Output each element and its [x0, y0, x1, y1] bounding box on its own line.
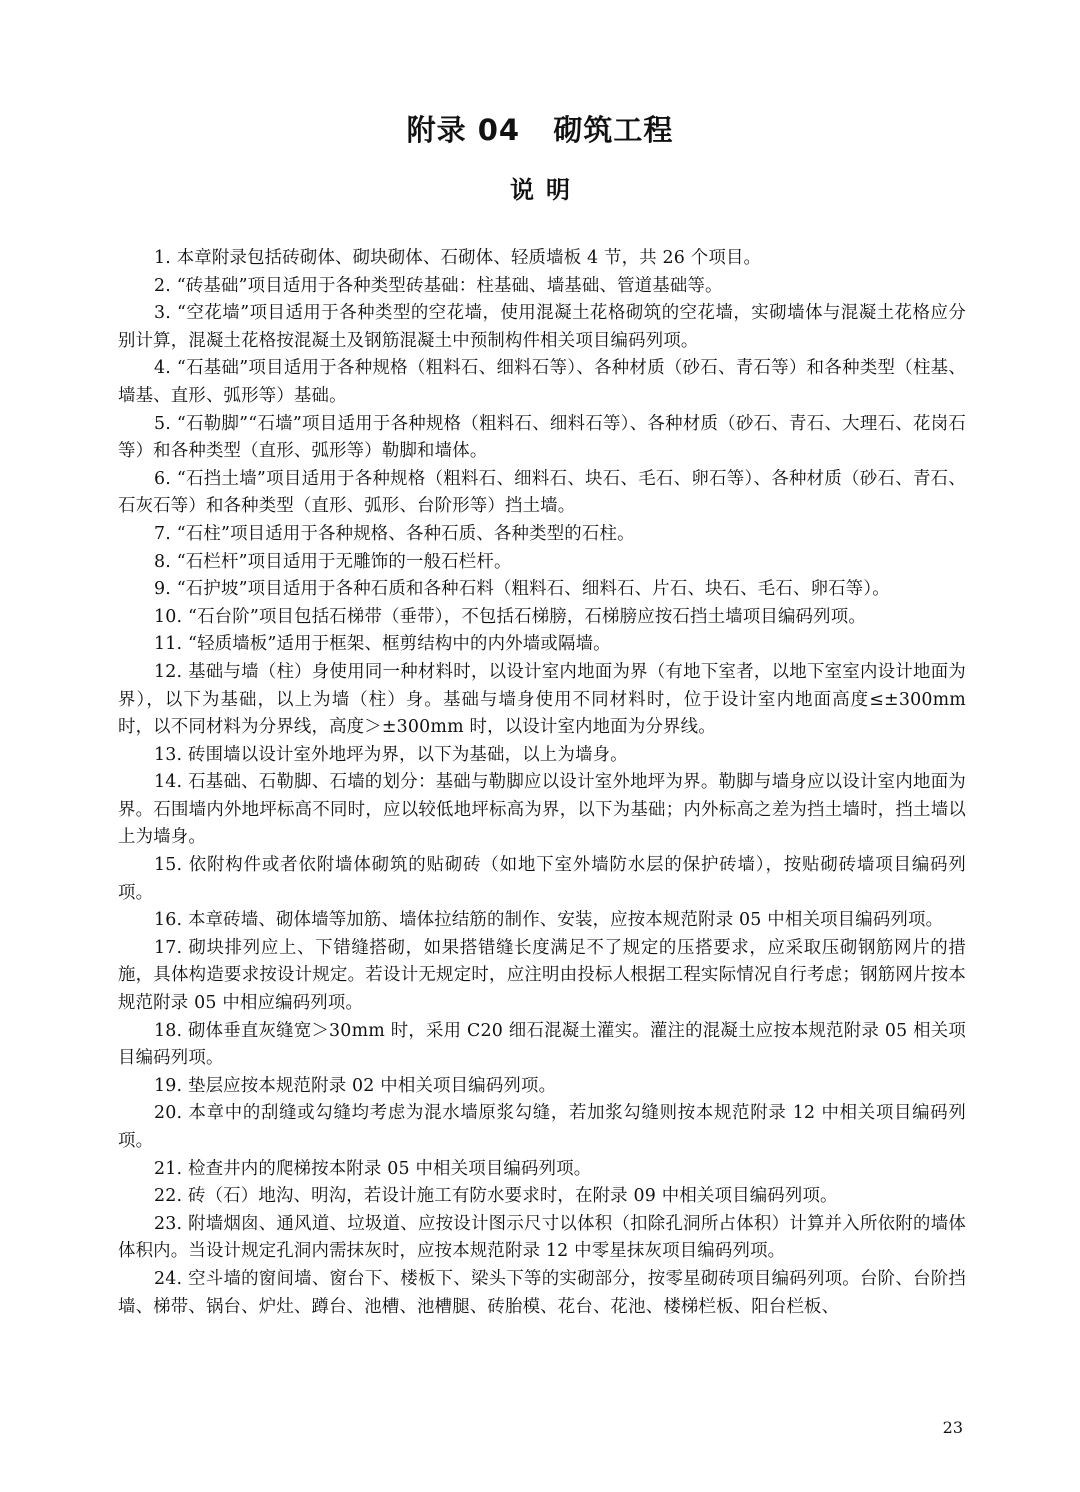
paragraph-3: 3. “空花墙”项目适用于各种类型的空花墙，使用混凝土花格砌筑的空花墙，实砌墙体与混凝土花格应分别计算，混凝土花格按混凝土及钢筋混凝土中预制构件相关项目编码列项。: [118, 303, 966, 351]
paragraph-15: 15. 依附构件或者依附墙体砌筑的贴砌砖（如地下室外墙防水层的保护砖墙），按贴砌砖墙项目编码列项。: [118, 855, 966, 903]
paragraph-24: 24. 空斗墙的窗间墙、窗台下、楼板下、梁头下等的实砌部分，按零星砌砖项目编码列项。台阶、台阶挡墙、梯带、锅台、炉灶、蹲台、池槽、池槽腿、砖胎模、花台、花池、楼梯栏板、阳台栏板、: [118, 1268, 966, 1317]
paragraph-14: 14. 石基础、石勒脚、石墙的划分：基础与勒脚应以设计室外地坪为界。勒脚与墙身应以设计室内地面为界。石围墙内外地坪标高不同时，应以较低地坪标高为界，以下为基础；内外标高之差为挡土墙时，挡土墙以上为墙身。: [118, 772, 966, 848]
paragraph-9: 9. “石护坡”项目适用于各种石质和各种石料（粗料石、细料石、片石、块石、毛石、卵石等）。: [154, 579, 890, 600]
paragraph-13: 13. 砖围墙以设计室外地坪为界，以下为基础，以上为墙身。: [154, 744, 628, 765]
paragraph-11: 11. “轻质墙板”适用于框架、框剪结构中的内外墙或隔墙。: [154, 634, 611, 655]
section-heading: 说明: [510, 176, 582, 204]
paragraph-4: 4. “石基础”项目适用于各种规格（粗料石、细料石等）、各种材质（砂石、青石等）和各种类型（柱基、墙基、直形、弧形等）基础。: [118, 358, 966, 406]
paragraph-22: 22. 砖（石）地沟、明沟，若设计施工有防水要求时，在附录 09 中相关项目编码列项。: [154, 1186, 838, 1207]
paragraph-1: 1. 本章附录包括砖砌体、砌块砌体、石砌体、轻质墙板 4 节，共 26 个项目。: [154, 248, 762, 268]
paragraph-19: 19. 垫层应按本规范附录 02 中相关项目编码列项。: [154, 1075, 557, 1096]
paragraph-12: 12. 基础与墙（柱）身使用同一种材料时，以设计室内地面为界（有地下室者，以地下室室内设计地面为界），以下为基础，以上为墙（柱）身。基础与墙身使用不同材料时，位于设计室内地面高度≤±300mm 时，以不同材料为分界线，高度＞±300mm 时，以设计室内地面为分界线。: [118, 661, 972, 738]
explanation-body: [118, 245, 972, 1321]
paragraph-5: 5. “石勒脚”“石墙”项目适用于各种规格（粗料石、细料石等）、各种材质（砂石、青石、大理石、花岗石等）和各种类型（直形、弧形等）勒脚和墙体。: [118, 413, 966, 462]
paragraph-17: 17. 砌块排列应上、下错缝搭砌，如果搭错缝长度满足不了规定的压搭要求，应采取压砌钢筋网片的措施，具体构造要求按设计规定。若设计无规定时，应注明由投标人根据工程实际情况自行考虑；钢筋网片按本规范附录 05 中相应编码列项。: [118, 937, 966, 1014]
paragraph-6: 6. “石挡土墙”项目适用于各种规格（粗料石、细料石、块石、毛石、卵石等）、各种材质（砂石、青石、石灰石等）和各种类型（直形、弧形、台阶形等）挡土墙。: [118, 468, 966, 517]
paragraph-21: 21. 检查井内的爬梯按本附录 05 中相关项目编码列项。: [154, 1158, 592, 1179]
paragraph-7: 7. “石柱”项目适用于各种规格、各种石质、各种类型的石柱。: [154, 523, 635, 544]
paragraph-2: 2. “砖基础”项目适用于各种类型砖基础：柱基础、墙基础、管道基础等。: [154, 275, 723, 296]
paragraph-16: 16. 本章砖墙、砌体墙等加筋、墙体拉结筋的制作、安装，应按本规范附录 05 中相关项目编码列项。: [154, 910, 944, 931]
paragraph-18: 18. 砌体垂直灰缝宽＞30mm 时，采用 C20 细石混凝土灌实。灌注的混凝土应按本规范附录 05 相关项目编码列项。: [118, 1020, 966, 1069]
paragraph-23: 23. 附墙烟囱、通风道、垃圾道、应按设计图示尺寸以体积（扣除孔洞所占体积）计算并入所依附的墙体体积内。当设计规定孔洞内需抹灰时，应按本规范附录 12 中零星抹灰项目编码列项。: [118, 1213, 966, 1262]
paragraph-8: 8. “石栏杆”项目适用于无雕饰的一般石栏杆。: [154, 551, 512, 572]
page-number: 23: [942, 1418, 963, 1437]
paragraph-20: 20. 本章中的刮缝或勾缝均考虑为混水墙原浆勾缝，若加浆勾缝则按本规范附录 12 中相关项目编码列项。: [118, 1103, 966, 1151]
chapter-title: 附录 04 砌筑工程: [406, 113, 674, 147]
paragraph-10: 10. “石台阶”项目包括石梯带（垂带），不包括石梯膀，石梯膀应按石挡土墙项目编码列项。: [154, 606, 866, 627]
